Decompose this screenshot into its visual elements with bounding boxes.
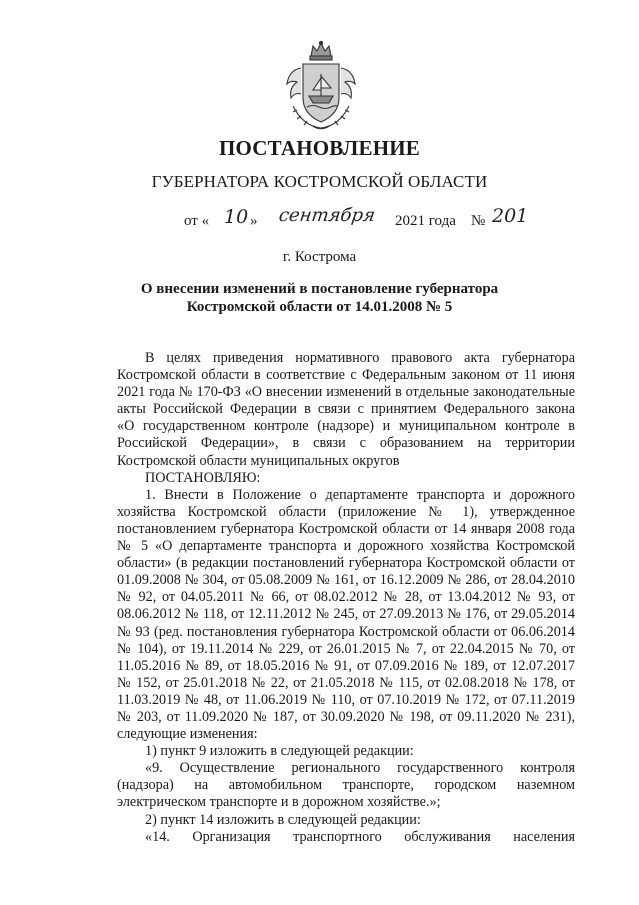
date-month-handwritten: сентября <box>277 205 377 226</box>
body-line: 08.06.2012 № 118, от 12.11.2012 № 245, от 27.09.2013 № 176, от 29.05.2014 <box>117 606 575 623</box>
body-line: «9. Осуществление регионального государственного контроля <box>145 760 575 777</box>
document-number-handwritten: 201 <box>492 205 529 227</box>
date-number-line <box>184 205 529 235</box>
body-line: 2) пункт 14 изложить в следующей редакции: <box>145 811 421 828</box>
body-line: Костромской области муниципальных округов <box>117 452 400 469</box>
coat-of-arms-icon <box>283 40 359 132</box>
body-line: (надзора) на автомобильном транспорте, городском наземном <box>117 777 575 794</box>
body-line: «14. Организация транспортного обслуживания населения <box>145 828 575 845</box>
body-line: хозяйства Костромской области (приложение № 1), утвержденное <box>117 503 575 520</box>
body-line: № 152, от 25.01.2018 № 22, от 21.05.2018 № 115, от 02.08.2018 № 178, от <box>117 674 575 691</box>
number-sign: № <box>471 213 486 229</box>
body-line: № 104), от 19.11.2014 № 229, от 26.01.2015 № 7, от 22.04.2015 № 70, от <box>117 640 575 657</box>
body-line: Российской Федерации», в связи с образованием на территории <box>117 435 575 452</box>
subject-line-1: О внесении изменений в постановление губернатора <box>140 281 499 297</box>
body-line: области» (в редакции постановлений губернатора Костромской области от <box>117 555 575 572</box>
issuer-name: ГУБЕРНАТОРА КОСТРОМСКОЙ ОБЛАСТИ <box>151 172 488 191</box>
body-line: следующие изменения: <box>117 726 258 743</box>
date-day-handwritten: 10 <box>224 206 249 228</box>
city: г. Кострома <box>282 249 357 265</box>
document-body <box>117 350 575 846</box>
body-line: № 203, от 11.09.2020 № 187, от 30.09.2020 № 198, от 09.11.2020 № 231), <box>117 708 575 725</box>
body-line: «О государственном контроле (надзоре) и муниципальном контроле в <box>117 418 575 435</box>
body-line: № 5 «О департаменте транспорта и дорожного хозяйства Костромской <box>117 538 575 555</box>
date-quote-close: » <box>250 213 258 229</box>
body-line: 11.05.2016 № 89, от 18.05.2016 № 91, от 07.09.2016 № 189, от 12.07.2017 <box>117 657 575 674</box>
body-line: 11.03.2019 № 48, от 11.06.2019 № 110, от 07.10.2019 № 172, от 07.11.2019 <box>117 691 575 708</box>
body-line: № 93 (ред. постановления губернатора Костромской области от 06.06.2014 <box>117 623 575 640</box>
date-year: 2021 года <box>395 213 456 229</box>
body-line: 1) пункт 9 изложить в следующей редакции: <box>145 743 414 760</box>
body-line: В целях приведения нормативного правового акта губернатора <box>145 350 575 366</box>
body-line: 2021 года № 170-ФЗ «О внесении изменений в отдельные законодательные <box>117 384 575 401</box>
resolution-word: ПОСТАНОВЛЯЮ: <box>145 469 261 486</box>
body-line: 01.09.2008 № 304, от 05.08.2009 № 161, от 16.12.2009 № 286, от 28.04.2010 <box>117 572 575 589</box>
body-line: электрическом транспорте и в дорожном хозяйстве.»; <box>117 794 441 811</box>
body-line: акты Российской Федерации в связи с принятием Федерального закона <box>117 401 575 418</box>
document-subject <box>0 280 639 316</box>
document-title: ПОСТАНОВЛЕНИЕ <box>218 136 421 160</box>
body-line: № 92, от 04.05.2011 № 66, от 08.02.2012 № 28, от 13.04.2012 № 93, от <box>117 589 575 606</box>
body-line: 1. Внести в Положение о департаменте транспорта и дорожного <box>145 486 575 503</box>
date-prefix: от « <box>184 213 210 229</box>
body-line: Костромской области в соответствие с Федеральным законом от 11 июня <box>117 367 575 384</box>
subject-line-2: Костромской области от 14.01.2008 № 5 <box>186 299 453 315</box>
body-line: постановлением губернатора Костромской области от 14 января 2008 года <box>117 520 575 537</box>
